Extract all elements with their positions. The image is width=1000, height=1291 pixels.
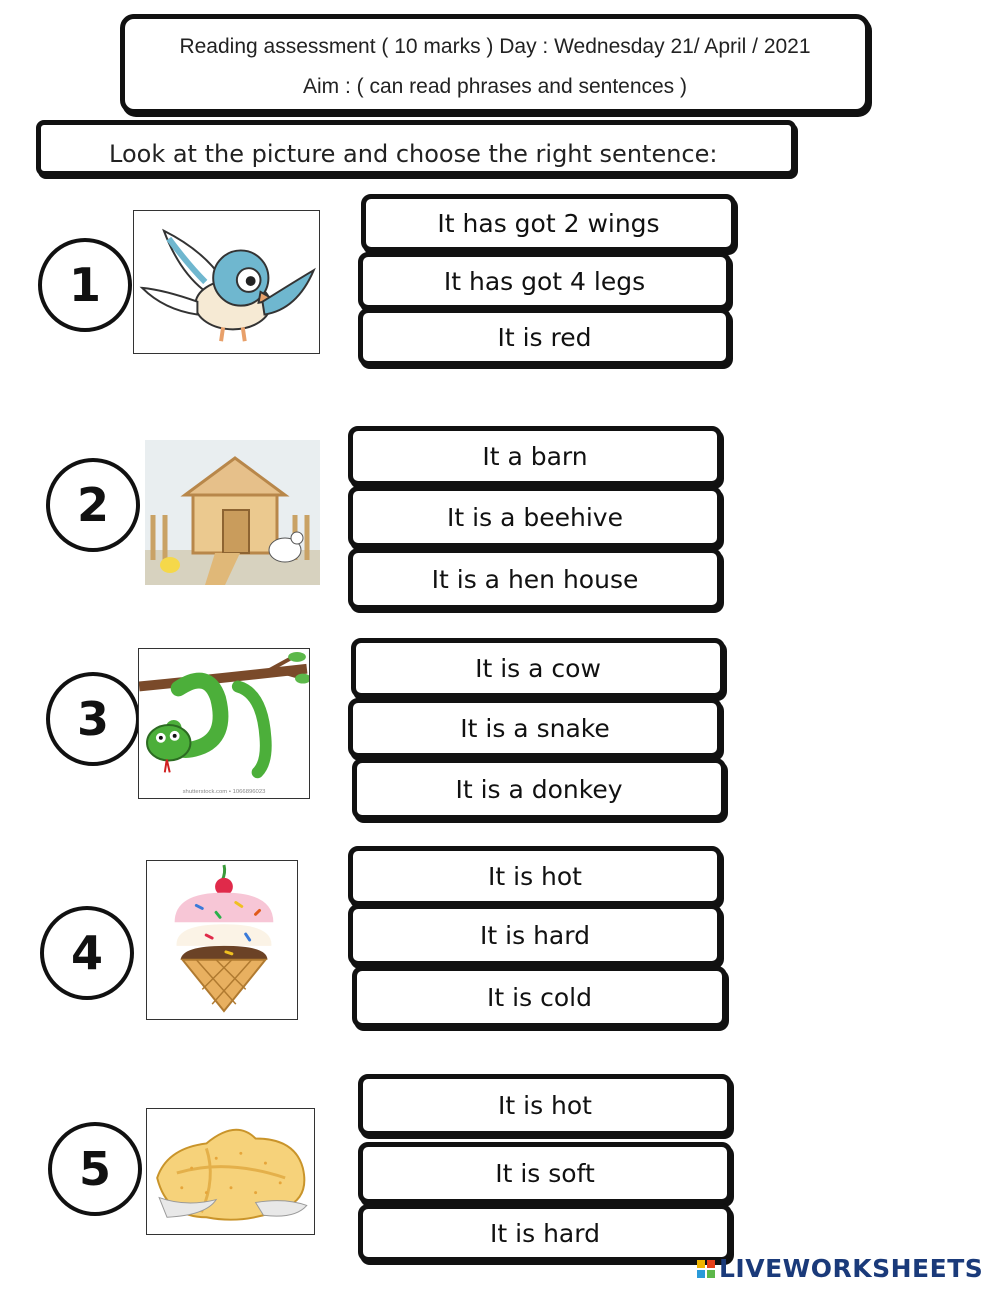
q5-option-3[interactable]: It is hard (358, 1204, 732, 1262)
watermark-text: LIVEWORKSHEETS (719, 1254, 984, 1283)
question-3-picture (138, 648, 310, 799)
logo-blocks-icon (697, 1260, 715, 1278)
question-5-picture (146, 1108, 315, 1235)
question-4-picture (146, 860, 298, 1020)
q3-option-2[interactable]: It is a snake (348, 698, 722, 758)
instruction-text: Look at the picture and choose the right sentence: (109, 140, 718, 168)
assessment-aim: Aim : ( can read phrases and sentences ) (302, 75, 688, 98)
question-2-picture (145, 440, 320, 585)
image-caption: shutterstock.com • 1066896023 (182, 789, 266, 796)
q3-option-3[interactable]: It is a donkey (352, 758, 726, 820)
header-box (120, 14, 870, 114)
instruction-box (36, 120, 796, 176)
question-1-picture (133, 210, 320, 354)
q1-option-1[interactable]: It has got 2 wings (361, 194, 736, 252)
q2-option-3[interactable]: It is a hen house (348, 548, 722, 610)
question-number-2: 2 (46, 458, 140, 552)
q2-option-2[interactable]: It is a beehive (348, 486, 722, 548)
question-number-4: 4 (40, 906, 134, 1000)
q4-option-2[interactable]: It is hard (348, 904, 722, 966)
question-number-5: 5 (48, 1122, 142, 1216)
liveworksheets-logo (697, 1254, 983, 1283)
q5-option-1[interactable]: It is hot (358, 1074, 732, 1136)
q2-option-1[interactable]: It a barn (348, 426, 722, 486)
q4-option-1[interactable]: It is hot (348, 846, 722, 906)
q1-option-3[interactable]: It is red (358, 308, 731, 366)
question-number-3: 3 (46, 672, 140, 766)
snake-icon (139, 649, 309, 798)
q4-option-3[interactable]: It is cold (352, 966, 727, 1028)
q5-option-2[interactable]: It is soft (358, 1142, 732, 1204)
q3-option-1[interactable]: It is a cow (351, 638, 725, 698)
pillow-icon (147, 1109, 314, 1234)
question-number-1: 1 (38, 238, 132, 332)
hen-house-icon (145, 440, 320, 585)
bird-icon (134, 211, 319, 353)
assessment-title: Reading assessment ( 10 marks ) Day : Wednesday 21/ April / 2021 (179, 35, 811, 58)
ice-cream-icon (147, 861, 297, 1019)
q1-option-2[interactable]: It has got 4 legs (358, 252, 731, 310)
